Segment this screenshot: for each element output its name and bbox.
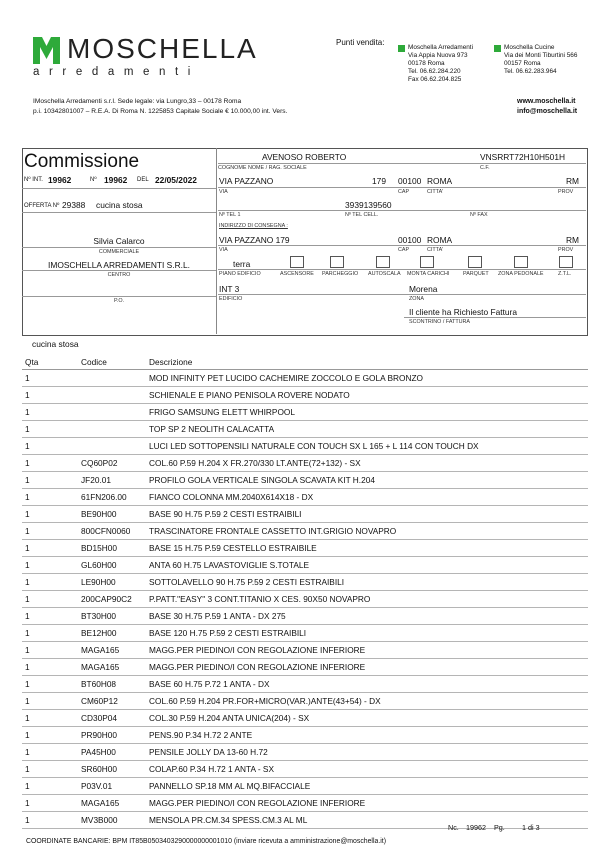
item-code: BE90H00 — [78, 506, 146, 523]
zone-label: ZONA — [409, 296, 424, 302]
table-row — [22, 676, 588, 693]
item-qty: 1 — [22, 795, 78, 812]
brand-logo-icon — [33, 37, 60, 64]
parquet-label: PARQUET — [463, 271, 489, 277]
store-1-address: Via Appia Nuova 973 — [408, 52, 468, 59]
client-cap: 00100 — [398, 176, 422, 186]
offerta-desc: cucina stosa — [96, 200, 143, 210]
zone-value: Morena — [409, 284, 438, 294]
item-code: PR90H00 — [78, 727, 146, 744]
item-code: BD15H00 — [78, 540, 146, 557]
item-code: CM60P12 — [78, 693, 146, 710]
ztl-checkbox[interactable] — [559, 256, 573, 268]
item-description: PENS.90 P.34 H.72 2 ANTE — [146, 727, 588, 744]
col-qta-header: Qta — [22, 355, 78, 370]
date-value: 22/05/2022 — [155, 175, 197, 185]
item-code: BT60H08 — [78, 676, 146, 693]
tel1-label: Nº TEL 1 — [219, 212, 241, 218]
client-civico: 179 — [372, 176, 386, 186]
item-qty: 1 — [22, 523, 78, 540]
item-qty: 1 — [22, 438, 78, 455]
item-qty: 1 — [22, 693, 78, 710]
item-description: PENSILE JOLLY DA 13-60 H.72 — [146, 744, 588, 761]
item-description: BASE 120 H.75 P.59 2 CESTI ESTRAIBILI — [146, 625, 588, 642]
store-2-city: 00157 Roma — [504, 60, 541, 67]
item-description: MAGG.PER PIEDINO/I CON REGOLAZIONE INFERIORE — [146, 642, 588, 659]
item-code — [78, 387, 146, 404]
items-header-row — [22, 355, 588, 370]
item-description: BASE 15 H.75 P.59 CESTELLO ESTRAIBILE — [146, 540, 588, 557]
city-label: CITTA' — [427, 189, 444, 195]
via-label: VIA — [219, 189, 228, 195]
item-qty: 1 — [22, 506, 78, 523]
store-1-fax: Fax 06.62.204.825 — [408, 76, 462, 83]
item-code: MV3B000 — [78, 812, 146, 829]
item-qty: 1 — [22, 574, 78, 591]
item-description: FRIGO SAMSUNG ELETT WHIRPOOL — [146, 404, 588, 421]
commerciale-label: COMMERCIALE — [22, 247, 216, 255]
autoscala-checkbox[interactable] — [376, 256, 390, 268]
fax-label: Nº FAX — [470, 212, 488, 218]
item-description: BASE 60 H.75 P.72 1 ANTA - DX — [146, 676, 588, 693]
item-qty: 1 — [22, 625, 78, 642]
item-description: LUCI LED SOTTOPENSILI NATURALE CON TOUCH SX L 165 + L 114 CON TOUCH DX — [146, 438, 588, 455]
item-description: MOD INFINITY PET LUCIDO CACHEMIRE ZOCCOLO E GOLA BRONZO — [146, 370, 588, 387]
zona-pedonale-label: ZONA PEDONALE — [498, 271, 544, 277]
divider — [22, 188, 216, 189]
website-link[interactable]: www.moschella.it — [517, 98, 576, 105]
prov-label: PROV — [558, 189, 574, 195]
item-description: P.PATT."EASY" 3 CONT.TITANIO X CES. 90X50 NOVAPRO — [146, 591, 588, 608]
table-row — [22, 489, 588, 506]
store-1-tel: Tel. 06.62.284.220 — [408, 68, 461, 75]
table-row — [22, 642, 588, 659]
item-code: P03V.01 — [78, 778, 146, 795]
table-row — [22, 778, 588, 795]
store-2-tel: Tel. 06.62.283.964 — [504, 68, 557, 75]
ascensore-checkbox[interactable] — [290, 256, 304, 268]
stores-heading: Punti vendita: — [336, 38, 385, 47]
floor-value: terra — [233, 259, 251, 269]
building-label: EDIFICIO — [219, 296, 243, 302]
table-row — [22, 608, 588, 625]
divider — [218, 187, 586, 188]
items-table — [22, 355, 588, 829]
item-qty: 1 — [22, 659, 78, 676]
item-code: BE12H00 — [78, 625, 146, 642]
table-row — [22, 761, 588, 778]
table-row — [22, 438, 588, 455]
legal-line-2: p.i. 10342801007 – R.E.A. Di Roma N. 1225853 Capitale Sociale € 10.000,00 int. Vers. — [33, 108, 288, 115]
table-row — [22, 795, 588, 812]
item-description: FIANCO COLONNA MM.2040X614X18 - DX — [146, 489, 588, 506]
page-nc-label: Nc. — [448, 823, 459, 832]
offerta-label: OFFERTA Nº — [24, 203, 60, 209]
tel-cell-label: Nº TEL CELL. — [345, 212, 379, 218]
client-prov: RM — [566, 176, 580, 186]
item-qty: 1 — [22, 540, 78, 557]
delivery-city: ROMA — [427, 235, 453, 245]
item-description: MAGG.PER PIEDINO/I CON REGOLAZIONE INFERIORE — [146, 659, 588, 676]
item-code: MAGA165 — [78, 795, 146, 812]
table-row — [22, 574, 588, 591]
table-row — [22, 710, 588, 727]
item-qty: 1 — [22, 557, 78, 574]
table-row — [22, 455, 588, 472]
table-row — [22, 659, 588, 676]
item-description: BASE 30 H.75 P.59 1 ANTA - DX 275 — [146, 608, 588, 625]
date-label: DEL — [137, 177, 149, 183]
item-qty: 1 — [22, 455, 78, 472]
item-code: SR60H00 — [78, 761, 146, 778]
store-1-marker-icon — [398, 45, 405, 52]
delivery-via: VIA PAZZANO 179 — [219, 235, 290, 245]
table-row — [22, 523, 588, 540]
divider — [218, 294, 586, 295]
divider — [218, 245, 586, 246]
delivery-prov: RM — [566, 235, 580, 245]
parcheggio-label: PARCHEGGIO — [322, 271, 359, 277]
item-description: PROFILO GOLA VERTICALE SINGOLA SCAVATA KIT H.204 — [146, 472, 588, 489]
item-qty: 1 — [22, 608, 78, 625]
delivery-via-label: VIA — [219, 247, 228, 253]
divider — [22, 212, 216, 213]
item-qty: 1 — [22, 421, 78, 438]
montacarichi-checkbox[interactable] — [420, 256, 434, 268]
autoscala-label: AUTOSCALA — [368, 271, 401, 277]
delivery-city-label: CITTA' — [427, 247, 444, 253]
po-label: P.O. — [22, 296, 216, 304]
item-code: 200CAP90C2 — [78, 591, 146, 608]
page-title: Commissione — [24, 151, 140, 172]
nint-value: 19962 — [48, 175, 72, 185]
parquet-checkbox[interactable] — [468, 256, 482, 268]
client-name-label: COGNOME NOME / RAG. SOCIALE — [218, 163, 586, 171]
store-2-name: Moschella Cucine — [504, 44, 555, 51]
table-row — [22, 557, 588, 574]
item-qty: 1 — [22, 591, 78, 608]
item-description: SCHIENALE E PIANO PENISOLA ROVERE NODATO — [146, 387, 588, 404]
item-description: COLAP.60 P.34 H.72 1 ANTA - SX — [146, 761, 588, 778]
item-code: GL60H00 — [78, 557, 146, 574]
table-row — [22, 540, 588, 557]
item-qty: 1 — [22, 676, 78, 693]
table-row — [22, 625, 588, 642]
divider — [404, 317, 586, 318]
item-qty: 1 — [22, 778, 78, 795]
nint-label: Nº INT. — [24, 177, 43, 183]
item-description: COL.60 P.59 H.204 X FR.270/330 LT.ANTE(72+132) - SX — [146, 455, 588, 472]
item-qty: 1 — [22, 472, 78, 489]
table-row — [22, 472, 588, 489]
item-code: 800CFN0060 — [78, 523, 146, 540]
offerta-value: 29388 — [62, 200, 86, 210]
client-name: AVENOSO ROBERTO — [262, 152, 347, 162]
item-code — [78, 438, 146, 455]
client-cf: VNSRRT72H10H501H — [480, 152, 566, 162]
legal-line-1: IMoschella Arredamenti s.r.l. Sede legale: via Lungro,33 – 00178 Roma — [33, 98, 242, 105]
store-2 — [494, 44, 577, 76]
item-code: MAGA165 — [78, 642, 146, 659]
montacarichi-label: MONTA CARICHI — [407, 271, 450, 277]
table-row — [22, 404, 588, 421]
table-row — [22, 421, 588, 438]
table-row — [22, 744, 588, 761]
store-2-address: Via dei Monti Tiburtini 566 — [504, 52, 578, 59]
item-description: MAGG.PER PIEDINO/I CON REGOLAZIONE INFERIORE — [146, 795, 588, 812]
delivery-cap: 00100 — [398, 235, 422, 245]
n-label: Nº — [90, 177, 97, 183]
item-description: MENSOLA PR.CM.34 SPESS.CM.3 AL ML — [146, 812, 588, 829]
item-qty: 1 — [22, 387, 78, 404]
client-city: ROMA — [427, 176, 453, 186]
item-qty: 1 — [22, 744, 78, 761]
table-row — [22, 506, 588, 523]
column-divider — [216, 148, 217, 334]
item-qty: 1 — [22, 370, 78, 387]
item-description: TRASCINATORE FRONTALE CASSETTO INT.GRIGIO NOVAPRO — [146, 523, 588, 540]
item-description: PANNELLO SP.18 MM AL MQ.BIFACCIALE — [146, 778, 588, 795]
items-body — [22, 370, 588, 829]
item-description: ANTA 60 H.75 LAVASTOVIGLIE S.TOTALE — [146, 557, 588, 574]
table-row — [22, 727, 588, 744]
item-code: PA45H00 — [78, 744, 146, 761]
table-row — [22, 591, 588, 608]
item-qty: 1 — [22, 489, 78, 506]
item-code: MAGA165 — [78, 659, 146, 676]
parcheggio-checkbox[interactable] — [330, 256, 344, 268]
item-qty: 1 — [22, 642, 78, 659]
col-codice-header: Codice — [78, 355, 146, 370]
delivery-cap-label: CAP — [398, 247, 410, 253]
item-description: TOP SP 2 NEOLITH CALACATTA — [146, 421, 588, 438]
item-description: SOTTOLAVELLO 90 H.75 P.59 2 CESTI ESTRAIBILI — [146, 574, 588, 591]
centro-name: IMOSCHELLA ARREDAMENTI S.R.L. — [48, 260, 190, 270]
item-code — [78, 421, 146, 438]
brand-name: MOSCHELLA — [67, 33, 258, 64]
item-code: CQ60P02 — [78, 455, 146, 472]
client-cf-label: C.F. — [480, 165, 490, 171]
zona-pedonale-checkbox[interactable] — [514, 256, 528, 268]
item-description: COL.30 P.59 H.204 ANTA UNICA(204) - SX — [146, 710, 588, 727]
item-qty: 1 — [22, 710, 78, 727]
item-code: 61FN206.00 — [78, 489, 146, 506]
table-row — [22, 370, 588, 387]
item-code: CD30P04 — [78, 710, 146, 727]
item-qty: 1 — [22, 404, 78, 421]
bank-details: COORDINATE BANCARIE: BPM IT85B0503403290000000001010 (inviare ricevuta a amministrazione@moschella.it) — [26, 838, 386, 845]
centro-label: CENTRO — [22, 270, 216, 278]
delivery-prov-label: PROV — [558, 247, 574, 253]
ascensore-label: ASCENSORE — [280, 271, 314, 277]
item-code: BT30H00 — [78, 608, 146, 625]
invoice-label: SCONTRINO / FATTURA — [409, 319, 470, 325]
building-value: INT 3 — [219, 284, 240, 294]
page-number: 1 di 3 — [522, 823, 540, 832]
divider — [218, 269, 586, 270]
delivery-address-label: INDIRIZZO DI CONSEGNA : — [219, 223, 288, 229]
col-descrizione-header: Descrizione — [146, 355, 588, 370]
email-link[interactable]: info@moschella.it — [517, 108, 578, 115]
cap-label: CAP — [398, 189, 410, 195]
client-tel1: 3939139560 — [345, 200, 392, 210]
items-title: cucina stosa — [32, 339, 79, 349]
item-code: JF20.01 — [78, 472, 146, 489]
item-code — [78, 370, 146, 387]
ztl-label: Z.T.L. — [558, 271, 572, 277]
item-qty: 1 — [22, 761, 78, 778]
item-description: COL.60 P.59 H.204 PR.FOR+MICRO(VAR.)ANTE(43+54) - DX — [146, 693, 588, 710]
store-1 — [398, 44, 473, 84]
commerciale-name: Silvia Calarco — [93, 236, 145, 246]
item-code — [78, 404, 146, 421]
divider — [218, 210, 586, 211]
page-label: Pg. — [494, 823, 505, 832]
n-value: 19962 — [104, 175, 128, 185]
store-1-name: Moschella Arredamenti — [408, 44, 474, 51]
item-description: BASE 90 H.75 P.59 2 CESTI ESTRAIBILI — [146, 506, 588, 523]
floor-label: PIANO EDIFICIO — [219, 271, 261, 277]
store-1-city: 00178 Roma — [408, 60, 445, 67]
client-via: VIA PAZZANO — [219, 176, 274, 186]
item-qty: 1 — [22, 727, 78, 744]
store-2-marker-icon — [494, 45, 501, 52]
invoice-value: Il cliente ha Richiesto Fattura — [409, 307, 517, 317]
page-nc: 19962 — [466, 823, 486, 832]
item-qty: 1 — [22, 812, 78, 829]
table-row — [22, 387, 588, 404]
item-code: LE90H00 — [78, 574, 146, 591]
brand-subtitle: arredamenti — [33, 66, 200, 78]
table-row — [22, 693, 588, 710]
